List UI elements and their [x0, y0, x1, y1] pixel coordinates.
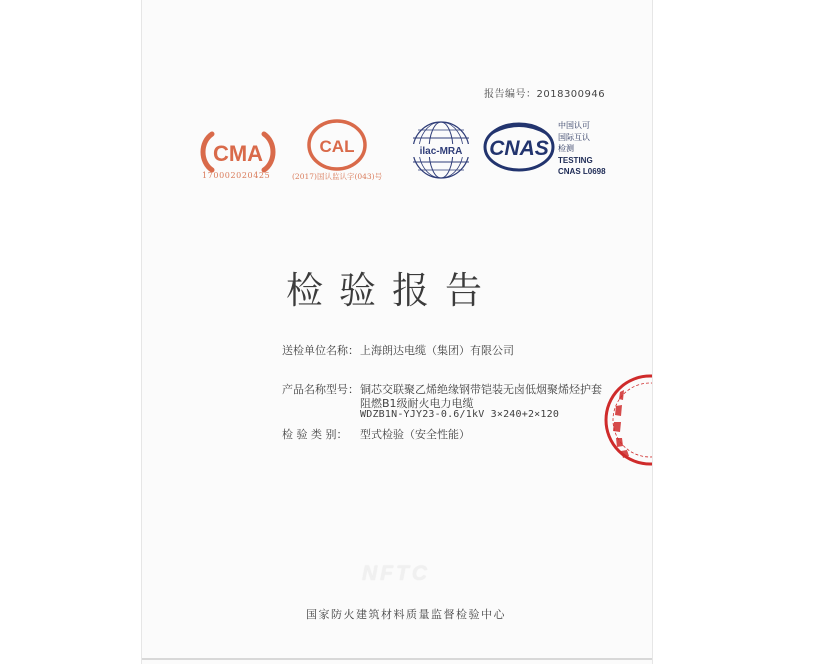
test-type-value: 型式检验（安全性能）: [360, 428, 470, 441]
cnas-accreditation-text: [558, 120, 606, 178]
report-number-value: 2018300946: [536, 89, 606, 100]
cnas-line-cn3: 检测: [558, 144, 574, 153]
cnas-logo-text: CNAS: [489, 137, 549, 160]
page-bottom-edge: [142, 658, 652, 660]
report-number-label: 报告编号：: [484, 89, 537, 100]
ilac-mra-text: ilac-MRA: [419, 146, 463, 157]
cal-seal-text: CAL: [319, 137, 355, 156]
cal-certificate-number: (2017)国认监认字(043)号: [292, 172, 383, 181]
cnas-line-testing: TESTING: [558, 155, 593, 165]
cma-seal-text: CMA: [212, 141, 264, 166]
ilac-mra-globe-icon: [408, 118, 474, 182]
cal-seal-icon: [305, 118, 369, 172]
cma-certificate-number: 170002020425: [202, 171, 271, 180]
product-name-line2: 阻燃B1级耐火电力电缆: [360, 397, 474, 410]
cnas-line-cn2: 国际互认: [558, 132, 590, 142]
report-number: [484, 85, 605, 100]
red-seal-stamp-icon: [598, 372, 652, 468]
client-label: 送检单位名称：: [282, 344, 359, 357]
cnas-line-cn1: 中国认可: [558, 121, 590, 130]
cnas-logo-icon: [482, 120, 556, 174]
issuing-organization: 国家防火建筑材料质量监督检验中心: [306, 608, 506, 621]
report-title: 检验报告: [286, 269, 498, 312]
nftc-watermark: NFTC: [362, 562, 430, 585]
product-model: WDZB1N-YJY23-0.6/1kV 3×240+2×120: [360, 409, 560, 420]
test-type-label: 检 验 类 别：: [282, 428, 348, 441]
cma-seal-icon: [198, 128, 278, 176]
product-name-line1: 铜芯交联聚乙烯绝缘钢带铠装无卤低烟聚烯烃护套: [360, 383, 602, 396]
client-value: 上海朗达电缆（集团）有限公司: [360, 344, 514, 357]
product-label: 产品名称型号：: [282, 383, 359, 396]
cnas-line-number: CNAS L0698: [558, 167, 606, 176]
